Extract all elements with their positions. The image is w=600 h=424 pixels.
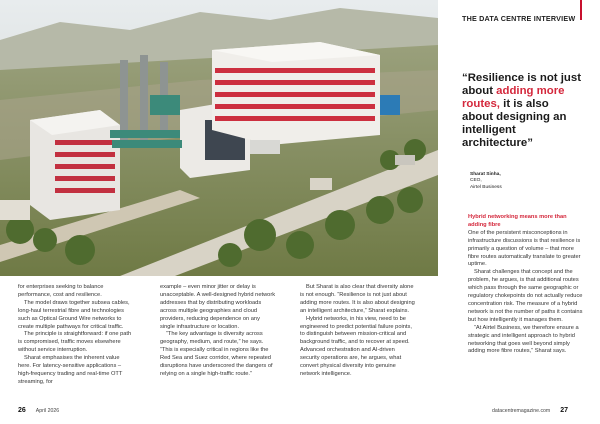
pull-quote-open: “Resilience is not just about — [462, 72, 582, 97]
attribution-role: CEO, — [470, 178, 482, 184]
body-column-3 — [300, 284, 416, 379]
paragraph: example – even minor jitter or delay is unacceptable. A well-designed hybrid network addresses that by distributing workloads across multiple geographies and cloud providers, reducing dependence on any single infrastructure or location. — [160, 284, 276, 330]
paragraph: “At Airtel Business, we therefore ensure a strategic and intelligent approach to hybrid networking that goes well beyond simply adding more fibre routes,” Sharat says. — [468, 324, 579, 355]
paragraph: But Sharat is also clear that diversity alone is not enough. “Resilience is not just about adding more routes. It is also about designing an intelligent architecture,” Sharat explains. — [300, 284, 415, 314]
paragraph: Sharat challenges that concept and the problem, he argues, is that additional routes which pass through the same geographic or regulatory chokepoints do not actually reduce concentration risk. The measure of a hybrid network is not the number of paths it contains but how intelligently it manages them. — [468, 269, 583, 323]
attribution-name: Sharat Sinha, — [470, 172, 501, 177]
body-column-1 — [18, 284, 134, 387]
subheading: Hybrid networking means more than adding fibre — [468, 214, 567, 228]
paragraph: The principle is straightforward: if one path is compromised, traffic moves elsewhere without service interruption. — [18, 331, 132, 354]
attribution-company: Airtel Business — [470, 184, 502, 190]
page-number-right: 27 — [560, 407, 569, 414]
issue-date: April 2026 — [35, 408, 60, 414]
pull-quote-close: it is also about designing an intelligent architecture” — [462, 98, 567, 149]
paragraph: The model draws together subsea cables, long-haul terrestrial fibre and technologies such as Optical Ground Wire networks to create multiple pathways for critical traffic. — [18, 299, 130, 330]
aerial-data-centre-photo — [0, 0, 438, 276]
paragraph: One of the persistent misconceptions in infrastructure discussions is that resilience is primarily a question of volume – that more fibre routes automatically translate to greater uptime. — [468, 229, 581, 268]
section-tag: THE DATA CENTRE INTERVIEW — [462, 14, 576, 23]
body-column-4 — [468, 214, 584, 356]
page-number-left: 26 — [18, 407, 26, 414]
site-url: datacentremagazine.com — [492, 408, 551, 414]
paragraph: Hybrid networks, in his view, need to be engineered to predict potential failure points, to distinguish between mission-critical and background traffic, and to recover at speed. Advanced orchestration and AI-driven security operations are, he argues, what convert physical diversity into genuine network intelligence. — [300, 315, 412, 377]
footer-right — [492, 407, 568, 414]
paragraph: for enterprises seeking to balance performance, cost and resilience. — [18, 284, 104, 298]
footer-left — [18, 407, 59, 414]
pull-quote-highlight: adding more routes, — [462, 85, 565, 110]
body-column-2 — [160, 284, 276, 379]
paragraph: “The key advantage is diversity across geography, medium, and route,” he says. “This is especially critical in regions like the Red Sea and Suez corridor, where repeated disruptions have underscored the dangers of relying on a single high-traffic route.” — [160, 331, 273, 377]
quote-attribution — [470, 172, 502, 191]
pull-quote — [462, 72, 582, 150]
paragraph: Sharat emphasises the inherent value here. For latency-sensitive applications – high-frequency trading and real-time OTT streaming, for — [18, 355, 123, 385]
header-accent-rule — [580, 0, 582, 20]
